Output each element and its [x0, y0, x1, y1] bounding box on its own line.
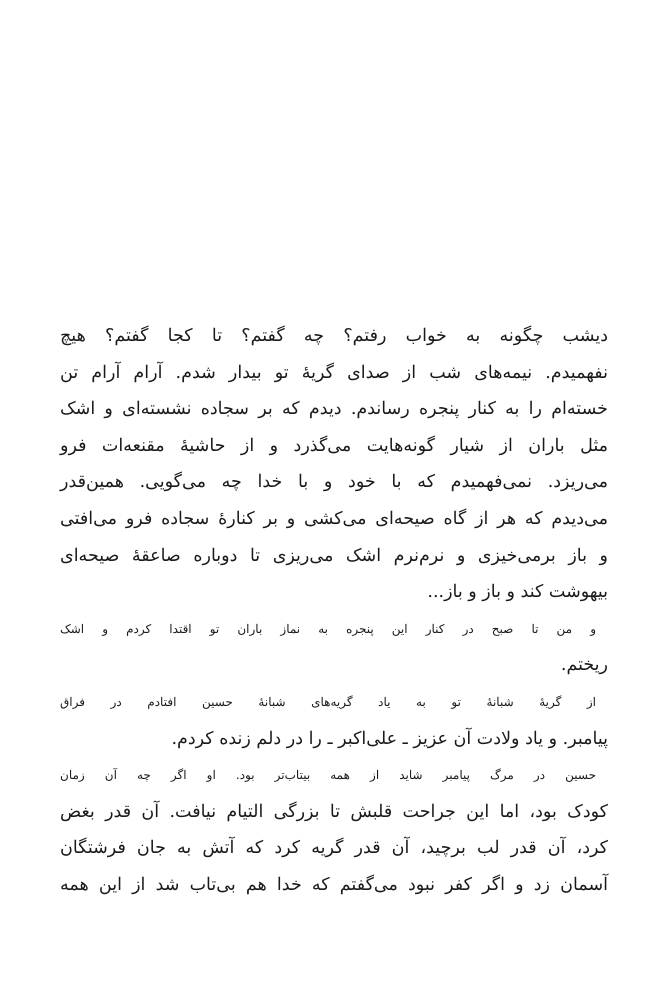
text-line: می‌ریزد. نمی‌فهمیدم که با خود و با خدا چه می‌گویی. همین‌قدر: [60, 472, 608, 493]
text-line: ریختم.: [560, 655, 608, 676]
text-line: کرد، آن قدر لب برچید، آن قدر گریه کرد که آتش به جان فرشتگان: [60, 838, 608, 859]
text-line: می‌دیدم که هر از گاه صیحه‌ای می‌کشی و بر کنارهٔ سجاده فرو می‌افتی: [60, 508, 608, 529]
text-line: بیهوشت کند و باز و باز...: [427, 582, 608, 603]
text-line: حسین در مرگ پیامبر شاید از همه بیتاب‌تر بود. او اگر چه آن زمان: [60, 768, 596, 783]
text-line: از گریهٔ شبانهٔ تو به یاد گریه‌های شبانهٔ حسین افتادم در فراق: [60, 694, 596, 709]
text-line: آسمان زد و اگر کفر نبود می‌گفتم که خدا هم بی‌تاب شد از این همه: [60, 874, 608, 895]
body-text: [60, 318, 608, 904]
text-line: مثل باران از شیار گونه‌هایت می‌گذرد و از حاشیهٔ مقنعه‌ات فرو: [60, 435, 608, 456]
text-line: و باز برمی‌خیزی و نرم‌نرم اشک می‌ریزی تا دوباره صاعقهٔ صیحه‌ای: [60, 545, 608, 566]
text-line: پیامبر. و یاد ولادت آن عزیز ـ علی‌اکبر ـ را در دلم زنده کردم.: [171, 728, 608, 749]
text-line: کودک بود، اما این جراحت قلبش تا بزرگی التیام نیافت. آن قدر بغض: [60, 801, 608, 822]
text-line: خسته‌ام را به کنار پنجره رساندم. دیدم که بر سجاده نشسته‌ای و اشک: [60, 399, 608, 420]
text-line: دیشب چگونه به خواب رفتم؟ چه گفتم؟ تا کجا گفتم؟ هیچ: [60, 326, 608, 346]
text-line: و من تا صبح در کنار این پنجره به نماز باران تو اقتدا کردم و اشک: [60, 621, 596, 636]
text-line: نفهمیدم. نیمه‌های شب از صدای گریهٔ تو بیدار شدم. آرام آرام تن: [60, 362, 608, 383]
